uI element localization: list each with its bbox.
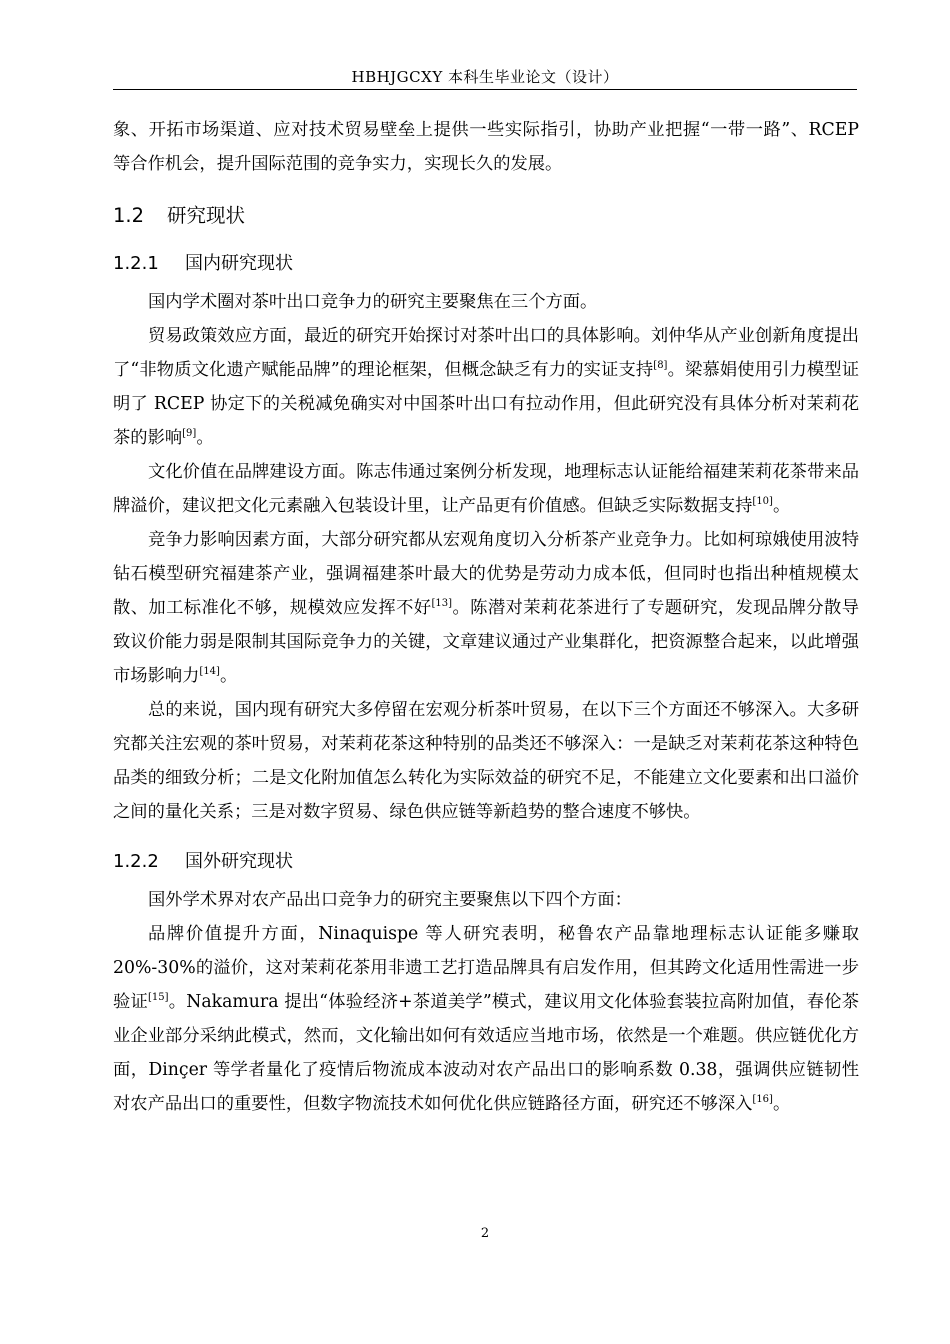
section-title: 研究现状 [167, 204, 246, 227]
citation: [13] [431, 598, 453, 610]
subsection-heading-1-2-1 [113, 247, 859, 281]
section-number: 1.2 [113, 204, 145, 227]
paragraph-competitiveness-factors [113, 523, 859, 693]
paragraph-domestic-intro: 国内学术圈对茶叶出口竞争力的研究主要聚焦在三个方面。 [148, 292, 598, 312]
subsection-title: 国外研究现状 [185, 851, 293, 872]
subsection-title: 国内研究现状 [185, 253, 293, 274]
citation: [15] [147, 992, 169, 1004]
paragraph-brand-value [113, 917, 859, 1121]
paragraph-text: 竞争力影响因素方面，大部分研究都从宏观角度切入分析茶产业竞争力。比如柯琼娥使用波特钻石模型研究福建茶产业，强调福建茶叶最大的优势是劳动力成本低，但同时也指出种植规模太散、加工标准化不够，规模效应发挥不好 [113, 530, 859, 618]
section-heading-1-2 [113, 199, 859, 233]
paragraph-text: 。 [772, 496, 791, 516]
running-header: HBHJGCXY 本科生毕业论文（设计） [351, 68, 619, 86]
citation: [10] [752, 496, 773, 508]
subsection-heading-1-2-2 [113, 845, 859, 879]
body-content [113, 113, 859, 1121]
paragraph-text: 文化价值在品牌建设方面。陈志伟通过案例分析发现，地理标志认证能给福建茉莉花茶带来品牌溢价，建议把文化元素融入包装设计里，让产品更有价值感。但缺乏实际数据支持 [113, 462, 859, 516]
header-rule [113, 89, 857, 90]
paragraph-trade-policy [113, 319, 859, 455]
paragraph-text: 品牌价值提升方面，Ninaquispe 等人研究表明，秘鲁农产品靠地理标志认证能多赚取 20%-30%的溢价，这对茉莉花茶用非遗工艺打造品牌具有启发作用，但其跨文化适用性需进一步验证 [113, 924, 859, 1012]
page-number: 2 [480, 1226, 490, 1241]
paragraph-text: 。 [219, 666, 238, 686]
paragraph-domestic-summary: 总的来说，国内现有研究大多停留在宏观分析茶叶贸易，在以下三个方面还不够深入。大多研究都关注宏观的茶叶贸易，对茉莉花茶这种特别的品类还不够深入：一是缺乏对茉莉花茶这种特色品类的细致分析；二是文化附加值怎么转化为实际效益的研究不足，不能建立文化要素和出口溢价之间的量化关系；三是对数字贸易、绿色供应链等新趋势的整合速度不够快。 [113, 700, 859, 822]
citation: [14] [199, 666, 220, 678]
subsection-number: 1.2.1 [113, 253, 159, 274]
paragraph-text: 。 [196, 428, 214, 448]
paragraph-text: 。陈潜对茉莉花茶进行了专题研究，发现品牌分散导致议价能力弱是限制其国际竞争力的关键，文章建议通过产业集群化，把资源整合起来，以此增强市场影响力 [113, 598, 859, 686]
paragraph-text: 。梁慕娟使用引力模型证明了 RCEP 协定下的关税减免确实对中国茶叶出口有拉动作用，但此研究没有具体分析对茉莉花茶的影响 [113, 360, 859, 448]
citation: [8] [653, 360, 668, 372]
paragraph-text: 。Nakamura 提出“体验经济+茶道美学”模式，建议用文化体验套装拉高附加值，春伦茶业企业部分采纳此模式，然而，文化输出如何有效适应当地市场，依然是一个难题。供应链优化方面，Dinçer 等学者量化了疫情后物流成本波动对农产品出口的影响系数 0.38，强调供应链韧性对农产品出口的重要性，但数字物流技术如何优化供应链路径方面，研究还不够深入 [113, 992, 859, 1114]
subsection-number: 1.2.2 [113, 851, 159, 872]
citation: [9] [182, 428, 197, 440]
paragraph-cultural-value [113, 455, 859, 523]
intro-paragraph: 象、开拓市场渠道、应对技术贸易壁垒上提供一些实际指引，协助产业把握“一带一路”、RCEP 等合作机会，提升国际范围的竞争实力，实现长久的发展。 [113, 120, 859, 174]
paragraph-text: 贸易政策效应方面，最近的研究开始探讨对茶叶出口的具体影响。刘仲华从产业创新角度提出了“非物质文化遗产赋能品牌”的理论框架，但概念缺乏有力的实证支持 [113, 326, 859, 380]
paragraph-text: 。 [772, 1094, 791, 1114]
citation: [16] [752, 1094, 773, 1106]
paragraph-foreign-intro: 国外学术界对农产品出口竞争力的研究主要聚焦以下四个方面： [148, 890, 632, 910]
